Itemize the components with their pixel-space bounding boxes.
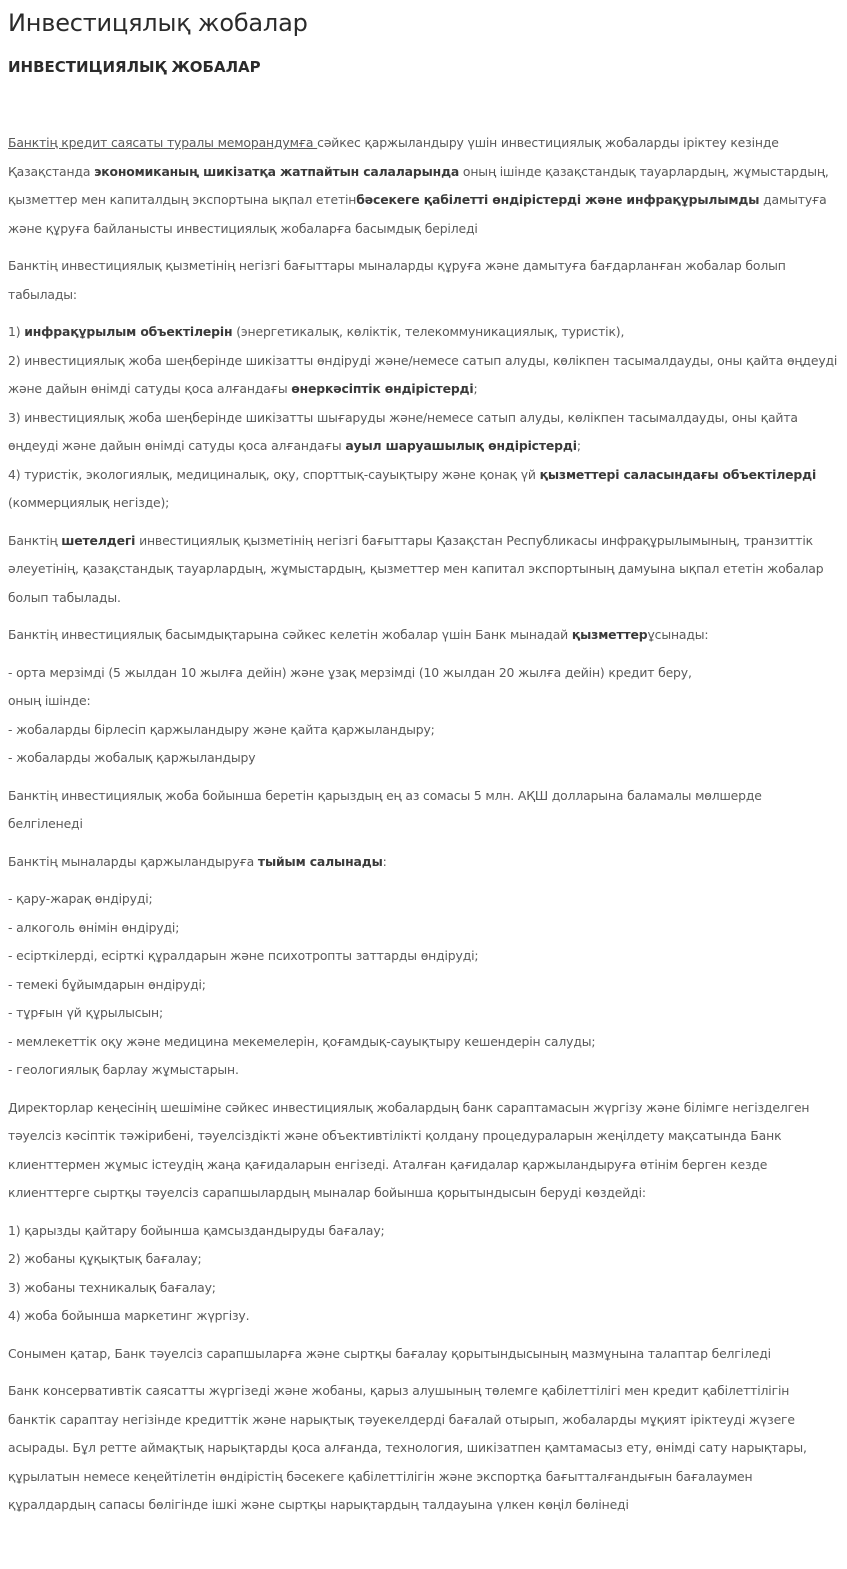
credit-policy-memorandum-link[interactable]: Банктің кредит саясаты туралы меморандумға <box>8 135 318 150</box>
text: сәйкес қаржыландыру үшін инвестициялық жобаларды іріктеу кезінде Қазақстанда <box>8 135 779 179</box>
list-item: - есірткілерді, есірткі құралдарын және психотропты заттарды өндіруді; <box>8 948 479 963</box>
page-title: Инвестицялық жобалар <box>8 9 308 37</box>
directions-list <box>8 318 839 518</box>
paragraph-main-directions: Банктің инвестициялық қызметінің негізгі бағыттары мыналарды құруға және дамытуға бағдарланған жобалар болып табылады: <box>8 258 786 302</box>
list-item: 1) қарызды қайтару бойынша қамсыздандыруды бағалау; <box>8 1222 385 1238</box>
paragraph-minimum-loan: Банктің инвестициялық жоба бойынша беретін қарыздың ең аз сомасы 5 млн. АҚШ долларына баламалы мөлшерде белгіленеді <box>8 787 762 831</box>
paragraph-requirements: Сонымен қатар, Банк тәуелсіз сарапшыларға және сыртқы бағалау қорытындысының мазмұнына талаптар белгіледі <box>8 1345 771 1361</box>
text: дамытуға және құруға байланысты инвестициялық жобаларға басымдық беріледі <box>8 192 827 236</box>
list-item: - жобаларды жобалық қаржыландыру <box>8 750 256 765</box>
prohibited-list <box>8 885 839 1085</box>
assessment-list <box>8 1217 839 1331</box>
paragraph-services: Банктің инвестициялық басымдықтарына сәйкес келетін жобалар үшін Банк мынадай қызметтерұсынады: <box>8 627 709 642</box>
bold-text: бәсекеге қабілетті өндірістерді және инфрақұрылымды <box>356 192 760 207</box>
paragraph-prohibited: Банктің мыналарды қаржыландыруға тыйым салынады: <box>8 853 387 869</box>
list-item: - жобаларды бірлесіп қаржыландыру және қайта қаржыландыру; <box>8 721 435 737</box>
list-item: 3) жобаны техникалық бағалау; <box>8 1279 216 1295</box>
paragraph-abroad: Банктің шетелдегі инвестициялық қызметінің негізгі бағыттары Қазақстан Республикасы инфрақұрылымының, транзиттік әлеуетінің, қазақстандық тауарлардың, жұмыстардың, қызметтер мен капитал экспортының дамуына ықпал ететін жобалар болып табылады. <box>8 532 824 605</box>
article-body <box>8 129 839 1520</box>
list-item: оның ішінде: <box>8 693 91 708</box>
list-item: - темекі бұйымдарын өндіруді; <box>8 976 206 992</box>
text: оның ішінде қазақстандық тауарлардың, жұмыстардың, қызметтер мен капиталдың экспортына ықпал ететін <box>8 163 829 207</box>
services-list <box>8 659 839 773</box>
list-item: 1) инфрақұрылым объектілерін (энергетикалық, көліктік, телекоммуникациялық, туристік), <box>8 324 625 339</box>
list-item: 3) инвестициялық жоба шеңберінде шикізатты шығаруды және/немесе сатып алуды, көлікпен тасымалдауды, оны қайта өңдеуді және дайын өнімді сатуды қоса алғандағы ауыл шаруашылық өндірістерді; <box>8 409 798 453</box>
paragraph-priorities <box>8 129 839 243</box>
paragraph-conservative-policy: Банк консервативтік саясатты жүргізеді және жобаны, қарыз алушының төлемге қабілеттілігі мен кредит қабілеттілігін банктік сараптау негізінде кредиттік және нарықтық тәуекелдерді бағалай отырып, жобаларды мұқият іріктеуді жүзеге асырады. Бұл ретте аймақтық нарықтарды қоса алғанда, технология, шикізатпен қамтамасыз ету, өнімді сату нарықтары, құрылатын немесе кеңейтілетін өндірістің бәсекеге қабілеттілігін және экспортқа бағытталғандығын бағалаумен құралдардың сапасы бөлігінде ішкі және сыртқы нарықтардың талдауына үлкен көңіл бөлінеді <box>8 1383 807 1512</box>
list-item: 2) жобаны құқықтық бағалау; <box>8 1251 202 1266</box>
bold-text: экономиканың шикізатқа жатпайтын салаларында <box>94 163 460 179</box>
list-item: - алкоголь өнімін өндіруді; <box>8 919 180 935</box>
paragraph-board-decision: Директорлар кеңесінің шешіміне сәйкес инвестициялық жобалардың банк сараптамасын жүргізу және білімге негізделген тәуелсіз кәсіптік тәжірибені, тәуелсіздікті және объективтілікті қолдану процедураларын жеңілдету мақсатында Банк клиенттермен жұмыс істеудің жаңа қағидаларын енгізеді. Аталған қағидалар қаржыландыруға өтінім берген кезде клиенттерге сыртқы тәуелсіз сарапшылардың мыналар бойынша қорытындысын беруді көздейді: <box>8 1099 810 1200</box>
list-item: - орта мерзімді (5 жылдан 10 жылға дейін) және ұзақ мерзімді (10 жылдан 20 жылға дейін) кредит беру, <box>8 664 692 680</box>
list-item: - геологиялық барлау жұмыстарын. <box>8 1062 239 1077</box>
list-item: - тұрғын үй құрылысын; <box>8 1005 164 1020</box>
section-heading: ИНВЕСТИЦИЯЛЫҚ ЖОБАЛАР <box>8 58 261 76</box>
list-item: - қару-жарақ өндіруді; <box>8 891 153 906</box>
list-item: 2) инвестициялық жоба шеңберінде шикізатты өндіруді және/немесе сатып алуды, көлікпен тасымалдауды, оны қайта өңдеуді және дайын өнімді сатуды қоса алғандағы өнеркәсіптік өндірістерді; <box>8 352 838 396</box>
list-item: - мемлекеттік оқу және медицина мекемелерін, қоғамдық-сауықтыру кешендерін салуды; <box>8 1033 596 1049</box>
list-item: 4) туристік, экологиялық, медициналық, оқу, спорттық-сауықтыру және қонақ үй қызметтері саласындағы объектілерді (коммерциялық негізде); <box>8 466 817 510</box>
list-item: 4) жоба бойынша маркетинг жүргізу. <box>8 1308 250 1323</box>
